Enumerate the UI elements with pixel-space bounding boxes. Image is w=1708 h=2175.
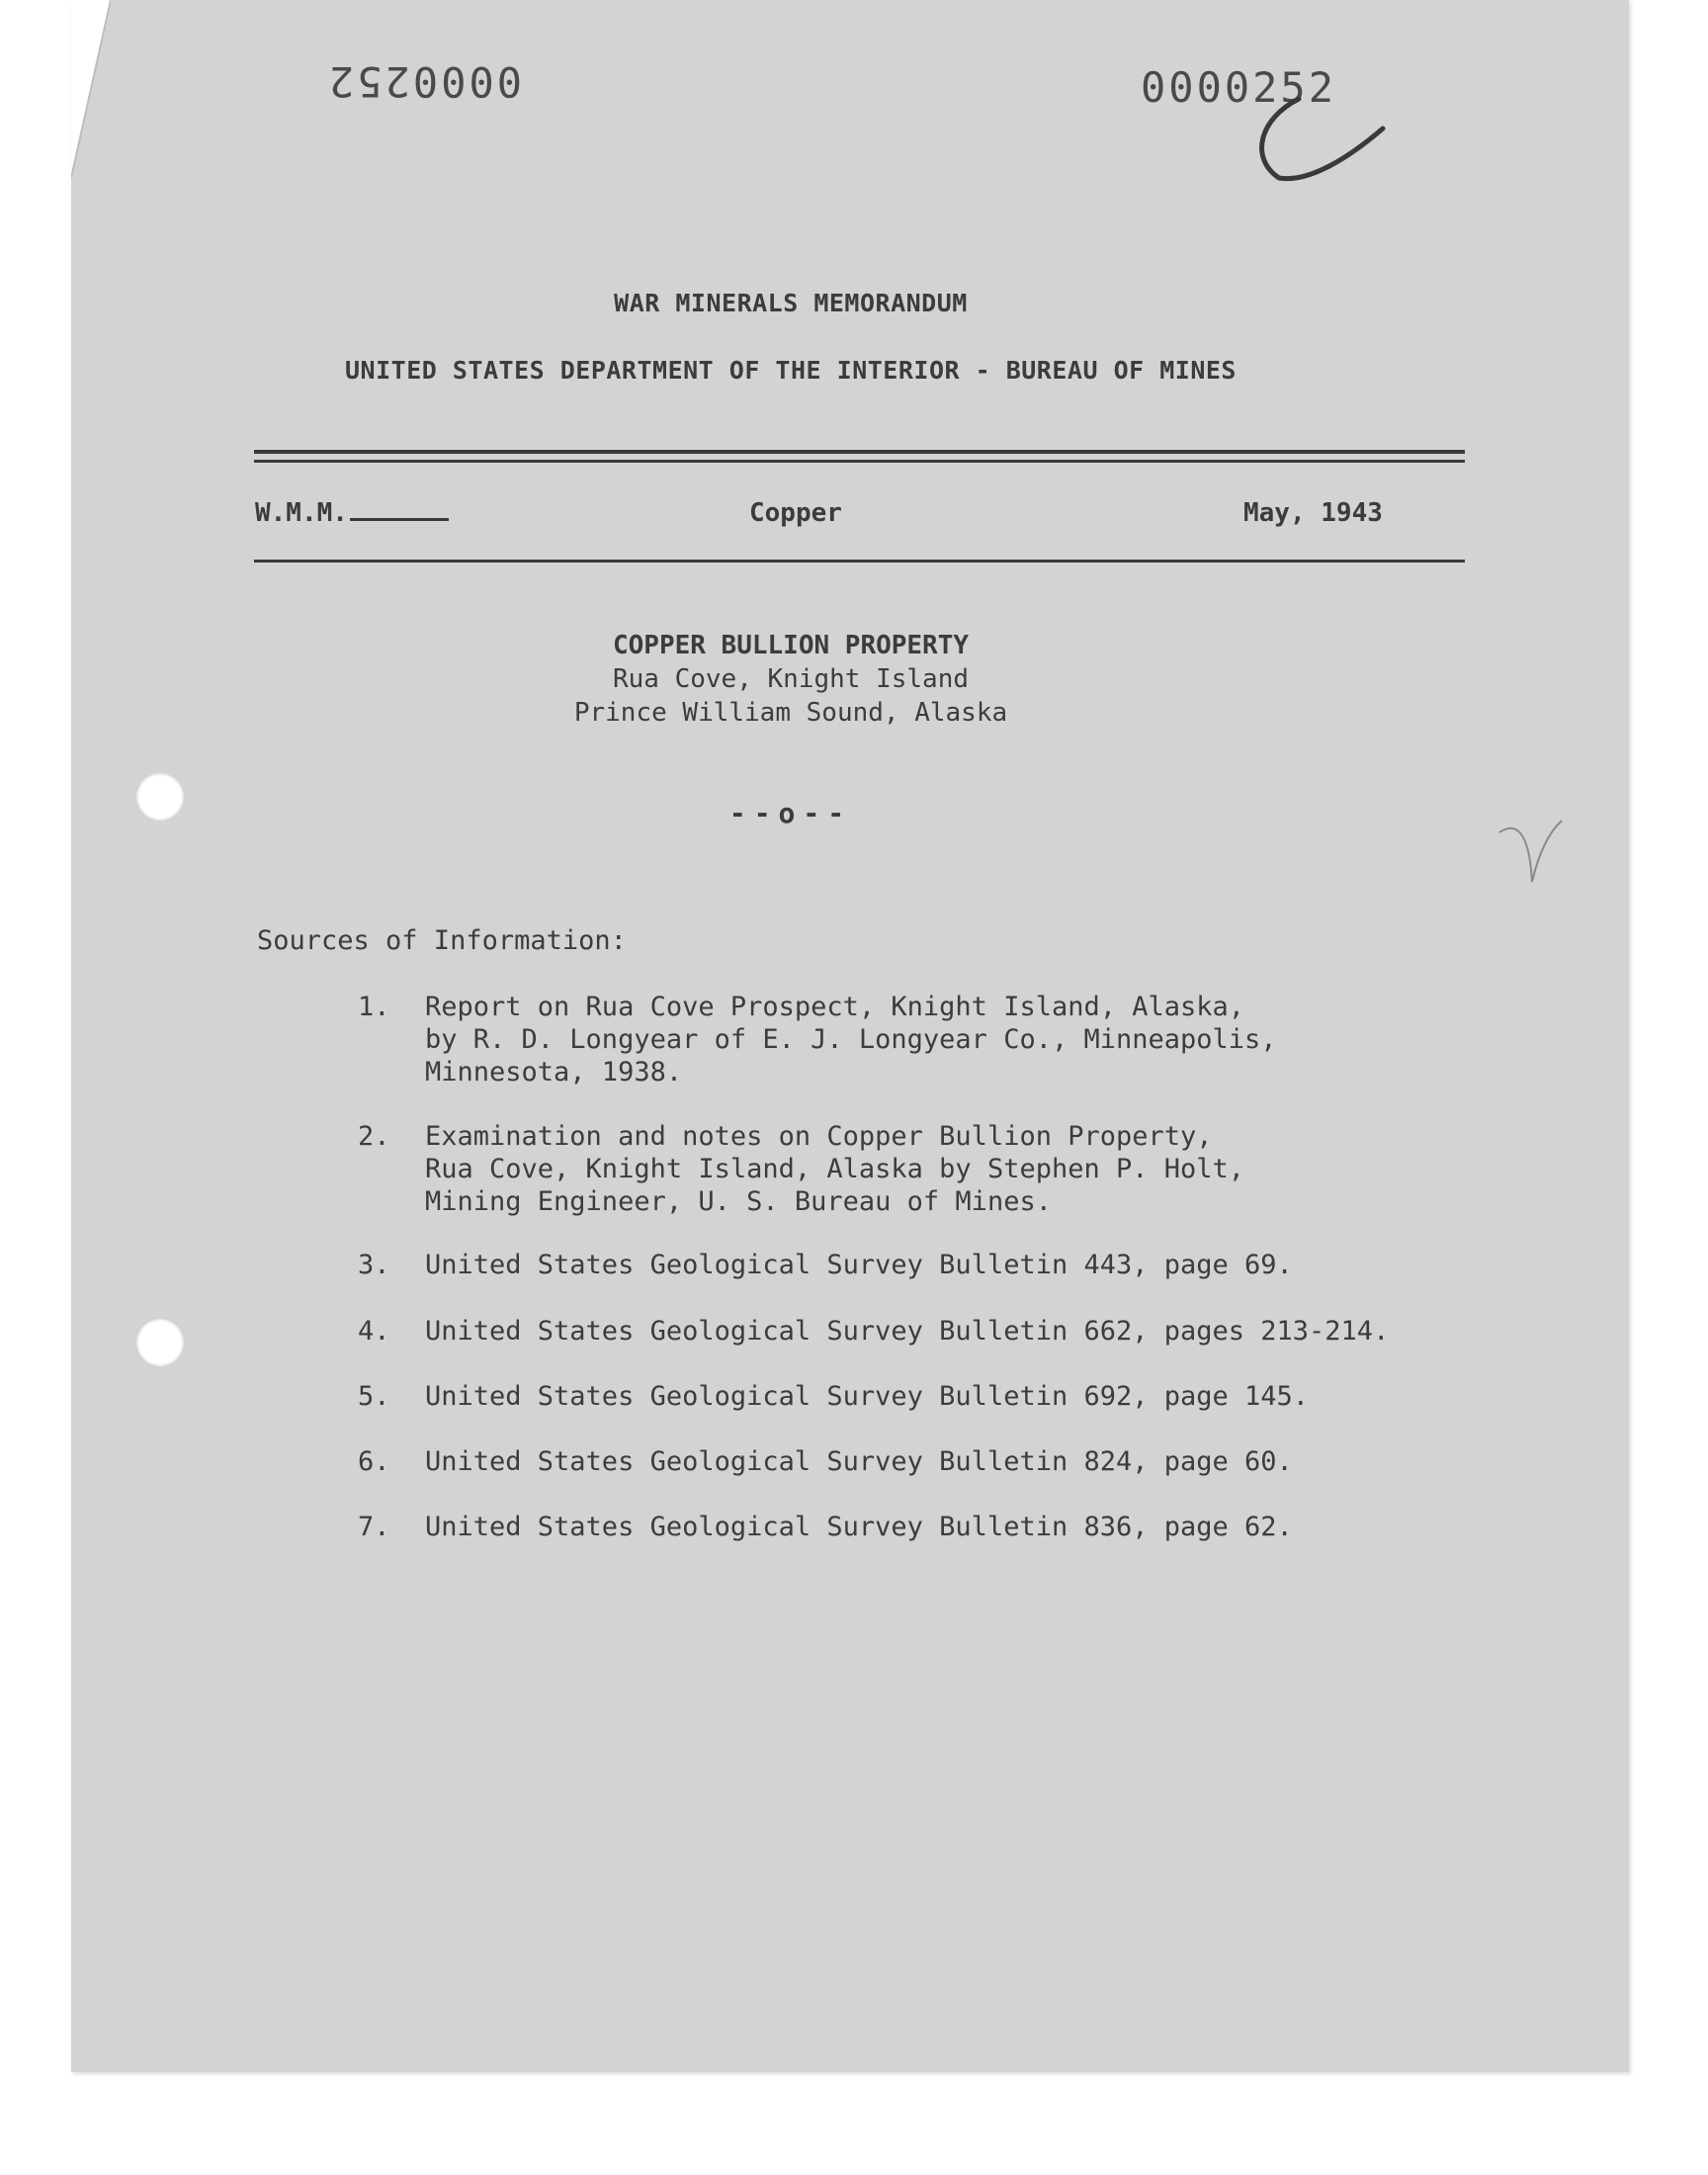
source-line: Rua Cove, Knight Island, Alaska by Stephen P. Holt,	[425, 1154, 1245, 1184]
source-item-7	[358, 1511, 1504, 1543]
source-number: 1.	[358, 992, 390, 1022]
section-separator: --o--	[728, 797, 853, 829]
wmm-label: W.M.M.	[255, 498, 348, 528]
source-line: Mining Engineer, U. S. Bureau of Mines.	[425, 1186, 1052, 1217]
source-number: 5.	[358, 1381, 390, 1412]
source-number: 7.	[358, 1512, 390, 1542]
punch-hole-bottom	[136, 1319, 184, 1366]
page-stamp-number: 0000252	[1141, 63, 1337, 112]
property-name: COPPER BULLION PROPERTY	[612, 631, 970, 660]
source-number: 2.	[358, 1121, 390, 1152]
source-line: Examination and notes on Copper Bullion Property,	[425, 1121, 1213, 1152]
upside-down-stamp-number: 0000252	[326, 57, 523, 106]
source-item-6	[358, 1445, 1504, 1478]
source-line: Minnesota, 1938.	[425, 1057, 683, 1088]
source-line: United States Geological Survey Bulletin 692, page 145.	[425, 1381, 1310, 1412]
source-item-2	[358, 1120, 1504, 1218]
memorandum-title: WAR MINERALS MEMORANDUM	[614, 289, 968, 317]
wmm-blank-line	[350, 514, 449, 521]
header-rule-top-second	[254, 460, 1465, 463]
memo-date: May, 1943	[1243, 498, 1383, 528]
sources-heading: Sources of Information:	[257, 925, 627, 956]
source-line: Report on Rua Cove Prospect, Knight Island, Alaska,	[425, 992, 1245, 1022]
source-line: United States Geological Survey Bulletin 443, page 69.	[425, 1250, 1293, 1280]
document-page	[71, 0, 1629, 2072]
header-rule-top	[254, 450, 1465, 454]
source-item-5	[358, 1380, 1504, 1413]
source-line: United States Geological Survey Bulletin 836, page 62.	[425, 1512, 1293, 1542]
page-curl-decoration	[71, 0, 111, 178]
source-number: 3.	[358, 1250, 390, 1280]
source-item-1	[358, 991, 1504, 1088]
source-item-4	[358, 1315, 1504, 1348]
source-line: United States Geological Survey Bulletin 662, pages 213-214.	[425, 1316, 1390, 1347]
department-title: UNITED STATES DEPARTMENT OF THE INTERIOR - BUREAU OF MINES	[345, 356, 1237, 385]
property-location-line-1: Rua Cove, Knight Island	[612, 664, 970, 694]
property-block	[12, 629, 1570, 730]
source-item-3	[358, 1249, 1504, 1281]
source-line: by R. D. Longyear of E. J. Longyear Co., Minneapolis,	[425, 1024, 1277, 1055]
sources-list	[358, 991, 1504, 1543]
source-number: 4.	[358, 1316, 390, 1347]
property-location-line-2: Prince William Sound, Alaska	[573, 698, 1008, 728]
header-rule-bottom	[254, 560, 1465, 563]
source-number: 6.	[358, 1446, 390, 1477]
commodity-label: Copper	[749, 498, 842, 528]
handwritten-check-icon	[1249, 79, 1388, 188]
wmm-field	[255, 498, 449, 528]
source-line: United States Geological Survey Bulletin 824, page 60.	[425, 1446, 1293, 1477]
